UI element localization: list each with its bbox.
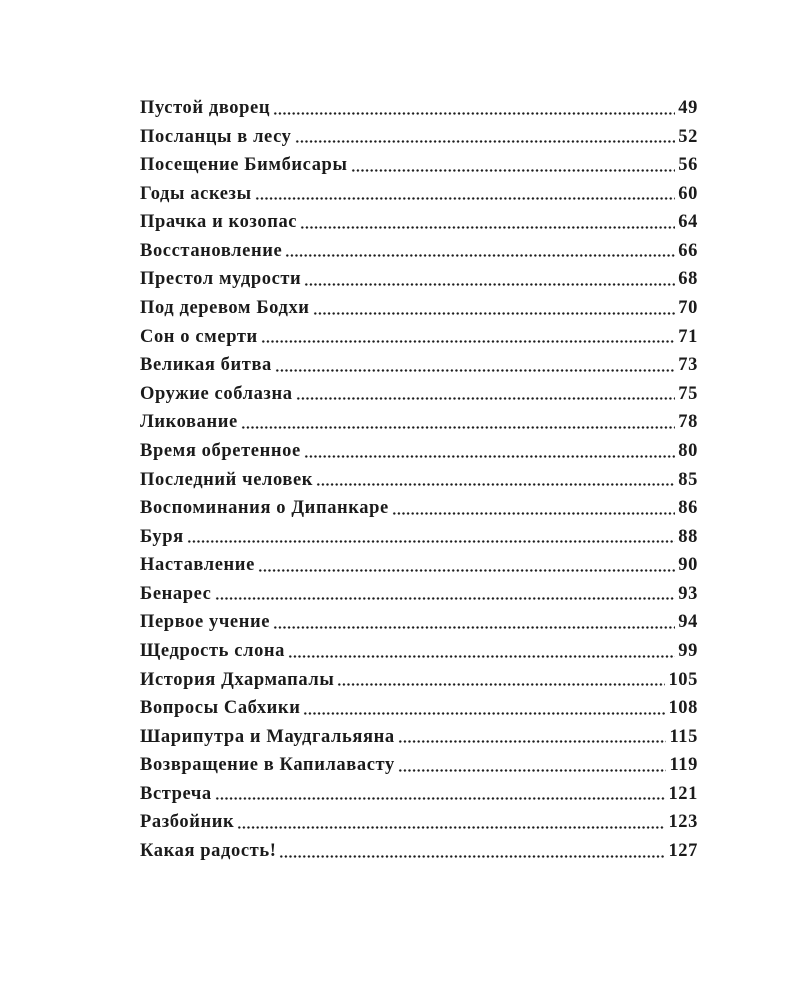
toc-entry bbox=[140, 208, 698, 237]
toc-entry bbox=[140, 351, 698, 380]
toc-entry bbox=[140, 408, 698, 437]
dot-leader bbox=[237, 826, 665, 829]
toc-entry bbox=[140, 323, 698, 352]
dot-leader bbox=[398, 769, 667, 772]
toc-entry-page-number: 85 bbox=[678, 469, 698, 490]
toc-entry-title: Престол мудрости bbox=[140, 269, 302, 290]
toc-entry-page-number: 80 bbox=[678, 440, 698, 461]
toc-entry-title: Под деревом Бодхи bbox=[140, 298, 310, 319]
toc-entry-title: Какая радость! bbox=[140, 841, 277, 862]
toc-entry-page-number: 66 bbox=[678, 240, 698, 261]
dot-leader bbox=[273, 112, 675, 115]
toc-entry bbox=[140, 580, 698, 609]
dot-leader bbox=[392, 512, 675, 515]
toc-entry-page-number: 49 bbox=[678, 98, 698, 118]
toc-entry bbox=[140, 466, 698, 495]
dot-leader bbox=[285, 254, 675, 257]
toc-entry bbox=[140, 551, 698, 580]
toc-entry-page-number: 99 bbox=[678, 640, 698, 661]
toc-entry bbox=[140, 380, 698, 409]
toc-entry bbox=[140, 723, 698, 752]
toc-entry-title: Время обретенное bbox=[140, 440, 301, 461]
toc-entry bbox=[140, 694, 698, 723]
toc-entry-title: Пустой дворец bbox=[140, 98, 271, 118]
toc-entry-title: Ликование bbox=[140, 412, 238, 433]
dot-leader bbox=[303, 712, 665, 715]
toc-entry-title: Посещение Бимбисары bbox=[140, 155, 348, 176]
toc-entry-page-number: 70 bbox=[678, 298, 698, 319]
toc-entry-page-number: 75 bbox=[678, 383, 698, 404]
toc-entry-page-number: 127 bbox=[668, 841, 698, 862]
toc-entry-page-number: 60 bbox=[678, 183, 698, 204]
toc-entry-page-number: 94 bbox=[678, 612, 698, 633]
dot-leader bbox=[288, 655, 675, 658]
toc-entry-title: Вопросы Сабхики bbox=[140, 698, 301, 719]
toc-entry-page-number: 64 bbox=[678, 212, 698, 233]
toc-entry-title: История Дхармапалы bbox=[140, 669, 335, 690]
toc-entry-page-number: 93 bbox=[678, 583, 698, 604]
toc-entry bbox=[140, 180, 698, 209]
toc-entry bbox=[140, 237, 698, 266]
toc-entry bbox=[140, 265, 698, 294]
toc-entry-title: Воспоминания о Дипанкаре bbox=[140, 498, 389, 519]
toc-entry-page-number: 90 bbox=[678, 555, 698, 576]
toc-entry-page-number: 88 bbox=[678, 526, 698, 547]
toc-entry-page-number: 52 bbox=[678, 126, 698, 147]
dot-leader bbox=[296, 397, 676, 400]
toc-entry-page-number: 119 bbox=[669, 755, 698, 776]
dot-leader bbox=[273, 626, 675, 629]
toc-entry-title: Встреча bbox=[140, 783, 212, 804]
dot-leader bbox=[215, 797, 666, 800]
toc-entry bbox=[140, 294, 698, 323]
toc-entry-page-number: 121 bbox=[668, 783, 698, 804]
dot-leader bbox=[275, 369, 675, 372]
dot-leader bbox=[255, 197, 676, 200]
toc-entry-page-number: 71 bbox=[678, 326, 698, 347]
toc-entry bbox=[140, 608, 698, 637]
toc-entry-title: Прачка и козопас bbox=[140, 212, 298, 233]
toc-entry-page-number: 86 bbox=[678, 498, 698, 519]
toc-entry-title: Первое учение bbox=[140, 612, 271, 633]
toc-entry bbox=[140, 151, 698, 180]
dot-leader bbox=[300, 226, 675, 229]
toc-entry-title: Годы аскезы bbox=[140, 183, 252, 204]
toc-entry-page-number: 115 bbox=[669, 726, 698, 747]
toc-entry-page-number: 73 bbox=[678, 355, 698, 376]
dot-leader bbox=[316, 483, 675, 486]
toc-entry-title: Восстановление bbox=[140, 240, 283, 261]
toc-entry-title: Буря bbox=[140, 526, 184, 547]
dot-leader bbox=[351, 169, 676, 172]
toc-entry-title: Шарипутра и Маудгальяяна bbox=[140, 726, 395, 747]
dot-leader bbox=[295, 140, 676, 143]
toc-entry bbox=[140, 494, 698, 523]
toc-entry bbox=[140, 94, 698, 123]
toc-entry-page-number: 78 bbox=[678, 412, 698, 433]
toc-entry-title: Последний человек bbox=[140, 469, 314, 490]
toc-entry-page-number: 68 bbox=[678, 269, 698, 290]
dot-leader bbox=[304, 455, 676, 458]
toc-entry-page-number: 123 bbox=[668, 812, 698, 833]
toc-entry-page-number: 108 bbox=[668, 698, 698, 719]
toc-entry-title: Бенарес bbox=[140, 583, 212, 604]
toc-entry bbox=[140, 437, 698, 466]
toc-entry bbox=[140, 637, 698, 666]
toc-entry-title: Великая битва bbox=[140, 355, 272, 376]
toc-entry-page-number: 105 bbox=[668, 669, 698, 690]
dot-leader bbox=[313, 312, 676, 315]
toc-entry bbox=[140, 666, 698, 695]
dot-leader bbox=[241, 426, 675, 429]
toc-entry-title: Разбойник bbox=[140, 812, 235, 833]
toc-entry-title: Наставление bbox=[140, 555, 255, 576]
toc-entry-title: Щедрость слона bbox=[140, 640, 286, 661]
toc-entry-title: Сон о смерти bbox=[140, 326, 258, 347]
toc-entry-title: Посланцы в лесу bbox=[140, 126, 292, 147]
dot-leader bbox=[261, 340, 676, 343]
dot-leader bbox=[279, 855, 665, 858]
table-of-contents bbox=[140, 94, 698, 866]
dot-leader bbox=[304, 283, 675, 286]
toc-entry bbox=[140, 837, 698, 866]
toc-entry bbox=[140, 751, 698, 780]
toc-entry bbox=[140, 523, 698, 552]
dot-leader bbox=[258, 569, 675, 572]
toc-entry-page-number: 56 bbox=[678, 155, 698, 176]
dot-leader bbox=[215, 597, 676, 600]
toc-entry-title: Оружие соблазна bbox=[140, 383, 293, 404]
dot-leader bbox=[337, 683, 665, 686]
dot-leader bbox=[398, 740, 667, 743]
toc-entry bbox=[140, 123, 698, 152]
toc-entry bbox=[140, 780, 698, 809]
toc-entry-title: Возвращение в Капилавасту bbox=[140, 755, 395, 776]
toc-entry bbox=[140, 808, 698, 837]
dot-leader bbox=[187, 540, 676, 543]
